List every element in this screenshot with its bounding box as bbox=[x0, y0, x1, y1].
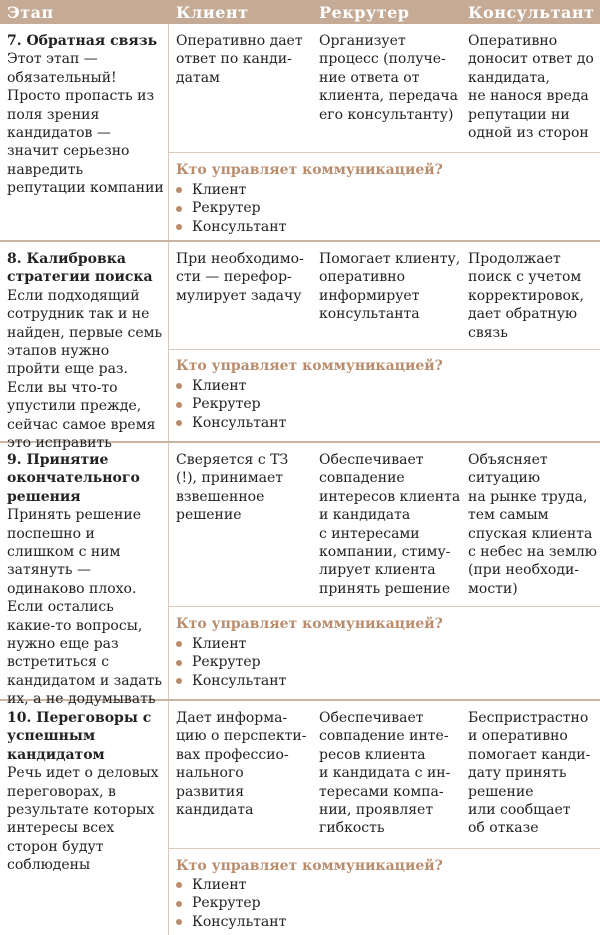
stage-title: 10. Переговоры с успешным кандидатом bbox=[7, 710, 152, 763]
stage-cell bbox=[7, 32, 165, 198]
list-item: Клиент bbox=[176, 181, 286, 199]
list-item: Клиент bbox=[176, 377, 286, 395]
table-row bbox=[0, 24, 600, 242]
recruiter-cell: Обеспечивает совпадение интересов клиента и кандидата с интересами компании, стиму- лирует клиента принять решение bbox=[319, 452, 461, 597]
bullet-icon bbox=[176, 420, 182, 426]
consultant-cell: Оперативно доносит ответ до кандидата, не нанося вреда репутации ни одной из сторон bbox=[468, 33, 594, 142]
list-item: Клиент bbox=[176, 635, 286, 653]
option-list bbox=[176, 876, 286, 931]
bullet-icon bbox=[176, 901, 182, 907]
communication-question: Кто управляет коммуникацией? bbox=[176, 616, 443, 632]
table-row bbox=[0, 701, 600, 935]
client-cell: Оперативно дает ответ по канди- датам bbox=[176, 33, 303, 86]
header-consultant: Консультант bbox=[468, 2, 595, 22]
stage-description: Речь идет о деловых переговорах, в результате которых интересы всех сторон будут соблюдены bbox=[7, 765, 159, 874]
header-stage: Этап bbox=[7, 2, 54, 22]
bullet-icon bbox=[176, 383, 182, 389]
client-cell: При необходимо- сти — перефор- мулирует задачу bbox=[176, 251, 304, 304]
table-row bbox=[0, 242, 600, 452]
stage-title: 9. Принятие окончательного решения bbox=[7, 452, 140, 505]
stage-description: Принять решение поспешно и слишком с ним затянуть — одинаково плохо. Если остались какие-то вопросы, нужно еще раз встретиться с кандидатом и задать их, а не додумывать bbox=[7, 507, 162, 708]
list-item: Консультант bbox=[176, 218, 286, 236]
list-item: Клиент bbox=[176, 876, 286, 894]
bullet-icon bbox=[176, 882, 182, 888]
bullet-icon bbox=[176, 206, 182, 212]
recruiter-cell: Помогает клиенту, оперативно информирует консультанта bbox=[319, 251, 461, 323]
option-list bbox=[176, 377, 286, 432]
consultant-cell: Продолжает поиск с учетом корректировок, дает обратную связь bbox=[468, 251, 585, 341]
consultant-cell: Объясняет ситуацию на рынке труда, тем самым спуская клиента с небес на землю (при необходи- мости) bbox=[468, 452, 597, 597]
client-cell: Дает информа- цию о перспекти- вах профессио- нального развития кандидата bbox=[176, 710, 307, 819]
stage-title: 7. Обратная связь bbox=[7, 33, 158, 49]
list-item: Рекрутер bbox=[176, 894, 286, 912]
bullet-icon bbox=[176, 224, 182, 230]
recruiter-cell: Обеспечивает совпадение инте- ресов клиента и кандидата с ин- тересами компа- нии, проявляет гибкость bbox=[319, 710, 451, 837]
communication-question: Кто управляет коммуникацией? bbox=[176, 858, 443, 874]
bullet-icon bbox=[176, 678, 182, 684]
list-item: Консультант bbox=[176, 672, 286, 690]
bullet-icon bbox=[176, 660, 182, 666]
consultant-cell: Беспристрастно и оперативно помогает канди- дату принять решение или сообщает об отказе bbox=[468, 710, 591, 837]
header-client: Клиент bbox=[176, 2, 249, 22]
header-recruiter: Рекрутер bbox=[319, 2, 410, 22]
list-item: Консультант bbox=[176, 414, 286, 432]
table-header bbox=[0, 0, 600, 24]
stage-cell bbox=[7, 451, 165, 709]
list-item: Рекрутер bbox=[176, 199, 286, 217]
stage-cell bbox=[7, 709, 165, 875]
recruiter-cell: Организует процесс (получе- ние ответа от клиента, передача его консультанту) bbox=[319, 33, 459, 123]
stage-description: Если подходящий сотрудник так и не найден, первые семь этапов нужно пройти еще раз. Если вы что-то упустили прежде, сейчас самое время это исправить bbox=[7, 287, 163, 452]
stage-title: 8. Калибровка стратегии поиска bbox=[7, 251, 153, 286]
list-item: Рекрутер bbox=[176, 653, 286, 671]
table-row bbox=[0, 443, 600, 708]
bullet-icon bbox=[176, 641, 182, 647]
communication-question: Кто управляет коммуникацией? bbox=[176, 162, 443, 178]
list-item: Консультант bbox=[176, 913, 286, 931]
list-item: Рекрутер bbox=[176, 395, 286, 413]
client-cell: Сверяется с ТЗ (!), принимает взвешенное решение bbox=[176, 452, 289, 524]
option-list bbox=[176, 635, 286, 690]
bullet-icon bbox=[176, 402, 182, 408]
option-list bbox=[176, 181, 286, 236]
stage-description: Этот этап — обязательный! Просто пропасть из поля зрения кандидатов — значит серьезно навредить репутации компании bbox=[7, 51, 164, 197]
bullet-icon bbox=[176, 919, 182, 925]
communication-question: Кто управляет коммуникацией? bbox=[176, 358, 443, 374]
bullet-icon bbox=[176, 187, 182, 193]
stage-cell bbox=[7, 250, 165, 452]
